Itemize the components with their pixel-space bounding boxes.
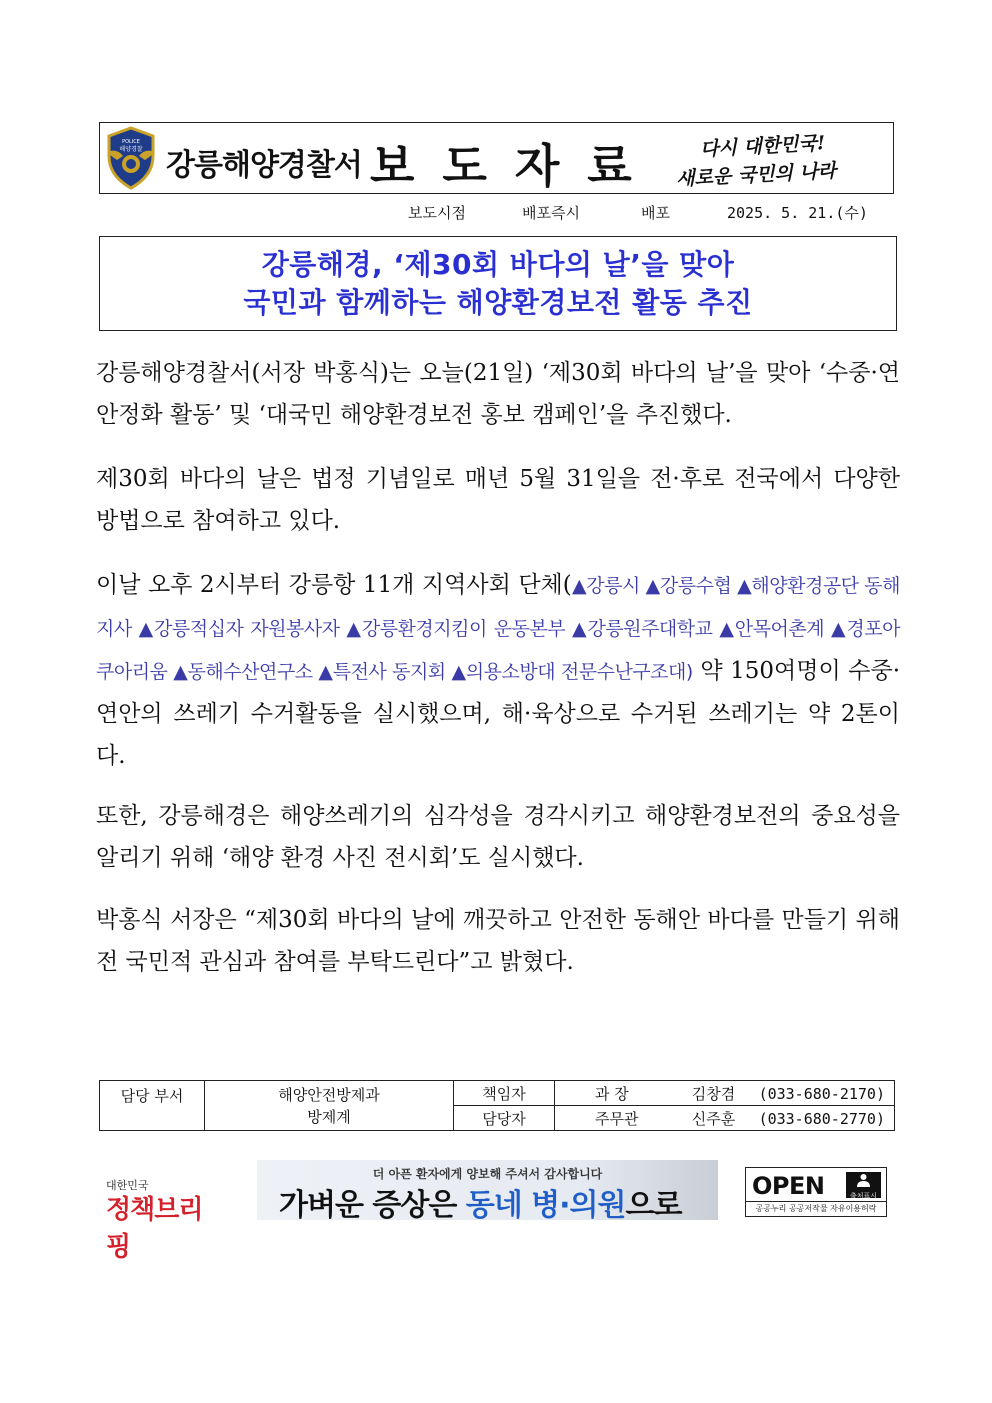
attribution-badge-icon [846, 1172, 881, 1198]
slogan-line2: 새로운 국민의 나라 [675, 159, 837, 191]
contact-phone: (033-680-2170) [758, 1084, 885, 1103]
dept-team: 방제계 [307, 1107, 351, 1126]
headline-line1: 강릉해경, ‘제30회 바다의 날’을 맞아 [261, 248, 735, 281]
banner-top-text: 더 아픈 환자에게 양보해 주셔서 감사합니다 [372, 1167, 603, 1181]
dist-label: 배포 [641, 204, 670, 222]
policy-briefing-logo [106, 1177, 211, 1262]
contact-phone: (033-680-2770) [758, 1109, 885, 1128]
svg-text:POLICE: POLICE [122, 139, 140, 145]
contact-cell [555, 1106, 895, 1131]
paragraph-3-lead: 이날 오후 2시부터 강릉항 11개 지역사회 단체( [96, 572, 572, 598]
paragraph-2: 제30회 바다의 날은 법정 기념일로 매년 5월 31일을 전·후로 전국에서 다양한 방법으로 참여하고 있다. [96, 466, 900, 534]
contact-table [99, 1080, 895, 1131]
open-word: OPEN [752, 1172, 825, 1200]
dept-label: 담당 부서 [100, 1081, 205, 1131]
headline-line2: 국민과 함께하는 해양환경보전 활동 추진 [243, 286, 753, 319]
person-icon [846, 1172, 881, 1189]
slogan-line1: 다시 대한민국! [699, 132, 826, 161]
org-name: 강릉해양경찰서 [166, 148, 362, 183]
contact-name: 김창겸 [691, 1084, 736, 1103]
role-cell: 담당자 [454, 1106, 555, 1131]
contact-title: 주무관 [595, 1109, 639, 1128]
dept-name: 해양안전방제과 [278, 1085, 380, 1104]
release-label: 보도시점 [408, 204, 466, 222]
dist-date: 2025. 5. 21.(수) [727, 204, 868, 222]
kogl-open-license [745, 1167, 887, 1217]
banner-main-text [279, 1180, 682, 1224]
paragraph-5: 박홍식 서장은 “제30회 바다의 날에 깨끗하고 안전한 동해안 바다를 만들기 위해 전 국민적 관심과 참여를 부탁드린다”고 밝혔다. [96, 907, 900, 975]
paragraph-3 [96, 564, 900, 777]
paragraph-1: 강릉해양경찰서(서장 박홍식)는 오늘(21일) ‘제30회 바다의 날’을 맞아 ‘수중·연안정화 활동’ 및 ‘대국민 해양환경보전 홍보 캠페인’을 추진했다. [96, 360, 900, 428]
contact-title: 과 장 [595, 1084, 629, 1103]
doc-type-title: 보도자료 [370, 139, 660, 193]
slogan [675, 130, 876, 191]
attribution-badge-label: 출처표시 [849, 1192, 878, 1200]
dept-cell [205, 1081, 454, 1131]
coast-guard-emblem-icon [103, 126, 159, 190]
table-row [100, 1081, 895, 1106]
role-cell: 책임자 [454, 1081, 555, 1106]
paragraph-3-tail: 약 150여명이 수중·연안의 쓰레기 수거활동을 실시했으며, 해·육상으로 수거된 쓰레기는 약 2톤이다. [96, 658, 901, 769]
paragraph-4: 또한, 강릉해경은 해양쓰레기의 심각성을 경각시키고 해양환경보전의 중요성을 알리기 위해 ‘해양 환경 사진 전시회’도 실시했다. [96, 803, 900, 871]
contact-name: 신주훈 [691, 1109, 736, 1128]
participant-groups: ▲강릉시 ▲강릉수협 ▲해양환경공단 동해지사 ▲강릉적십자 자원봉사자 ▲강릉환경지킴이 운동본부 ▲강릉원주대학교 ▲안목어촌계 ▲경포아쿠아리움 ▲동해수산연구소 ▲특전사 동지회 ▲의용소방대 전문수난구조대) [96, 575, 900, 683]
release-value: 배포즉시 [522, 204, 580, 222]
svg-text:해양경찰: 해양경찰 [119, 146, 143, 153]
headline-box [99, 236, 897, 331]
banner-main-b: 동네 병·의원 [465, 1188, 626, 1223]
brief-big-text: 정책브리핑 [106, 1195, 203, 1262]
brief-small-text: 대한민국 [106, 1179, 149, 1192]
open-bar: 공공누리 공공저작물 자유이용허락 [746, 1201, 886, 1216]
campaign-banner [257, 1160, 718, 1223]
banner-main-c: 으로 [625, 1188, 682, 1223]
contact-cell [555, 1081, 895, 1106]
banner-main-a: 가벼운 증상은 [279, 1188, 466, 1223]
